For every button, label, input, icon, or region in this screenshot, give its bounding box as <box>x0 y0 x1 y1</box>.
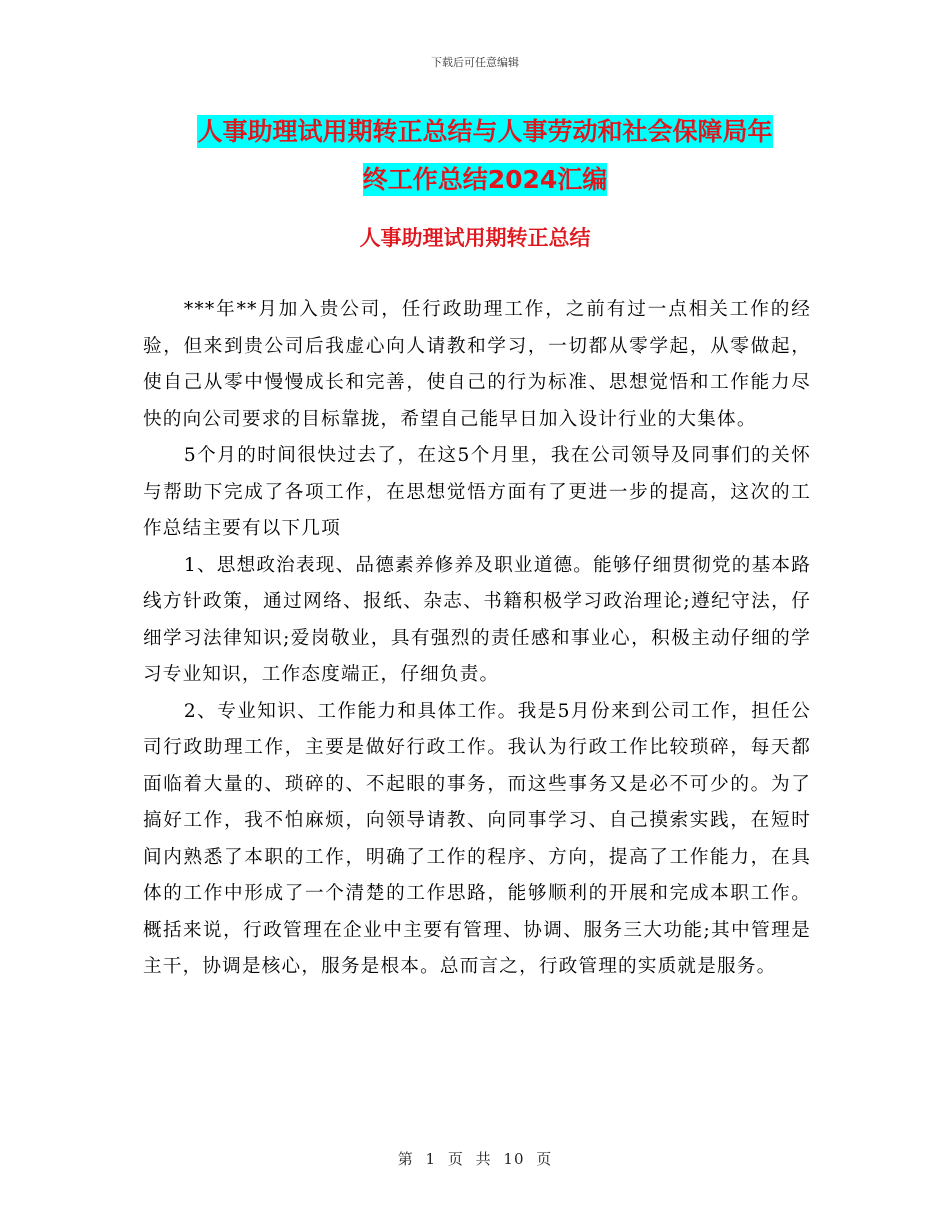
page-prefix: 第 <box>397 1150 414 1168</box>
title-line-1: 人事助理试用期转正总结与人事劳动和社会保障局年 <box>197 117 773 146</box>
document-title <box>100 108 870 204</box>
paragraph: 2、专业知识、工作能力和具体工作。我是5月份来到公司工作，担任公司行政助理工作，主要是做好行政工作。我认为行政工作比较琐碎，每天都面临着大量的、琐碎的、不起眼的事务，而这些事务又是必不可少的。为了搞好工作，我不怕麻烦，向领导请教、向同事学习、自己摸索实践，在短时间内熟悉了本职的工作，明确了工作的程序、方向，提高了工作能力，在具体的工作中形成了一个清楚的工作思路，能够顺利的开展和完成本职工作。概括来说，行政管理在企业中主要有管理、协调、服务三大功能;其中管理是主干，协调是核心，服务是根本。总而言之，行政管理的实质就是服务。 <box>143 700 811 977</box>
paragraph: 5个月的时间很快过去了，在这5个月里，我在公司领导及同事们的关怀与帮助下完成了各项工作，在思想觉悟方面有了更进一步的提高，这次的工作总结主要有以下几项 <box>143 445 811 539</box>
page-footer <box>0 1148 950 1169</box>
paragraph: ***年**月加入贵公司，任行政助理工作，之前有过一点相关工作的经验，但来到贵公司后我虚心向人请教和学习，一切都从零学起，从零做起，使自己从零中慢慢成长和完善，使自己的行为标准、思想觉悟和工作能力尽快的向公司要求的目标靠拢，希望自己能早日加入设计行业的大集体。 <box>143 299 811 430</box>
title-line-2: 终工作总结2024汇编 <box>362 165 608 194</box>
total-unit: 页 <box>536 1150 553 1168</box>
total-pages: 10 <box>503 1150 525 1168</box>
page-unit: 页 <box>447 1150 464 1168</box>
paragraph: 1、思想政治表现、品德素养修养及职业道德。能够仔细贯彻党的基本路线方针政策，通过网络、报纸、杂志、书籍积极学习政治理论;遵纪守法，仔细学习法律知识;爱岗敬业，具有强烈的责任感和事业心，积极主动仔细的学习专业知识，工作态度端正，仔细负责。 <box>143 554 811 685</box>
page-number: 1 <box>425 1150 437 1168</box>
body-text <box>143 292 811 986</box>
section-title: 人事助理试用期转正总结 <box>359 226 591 250</box>
total-prefix: 共 <box>475 1150 492 1168</box>
header-note: 下载后可任意编辑 <box>431 56 519 69</box>
